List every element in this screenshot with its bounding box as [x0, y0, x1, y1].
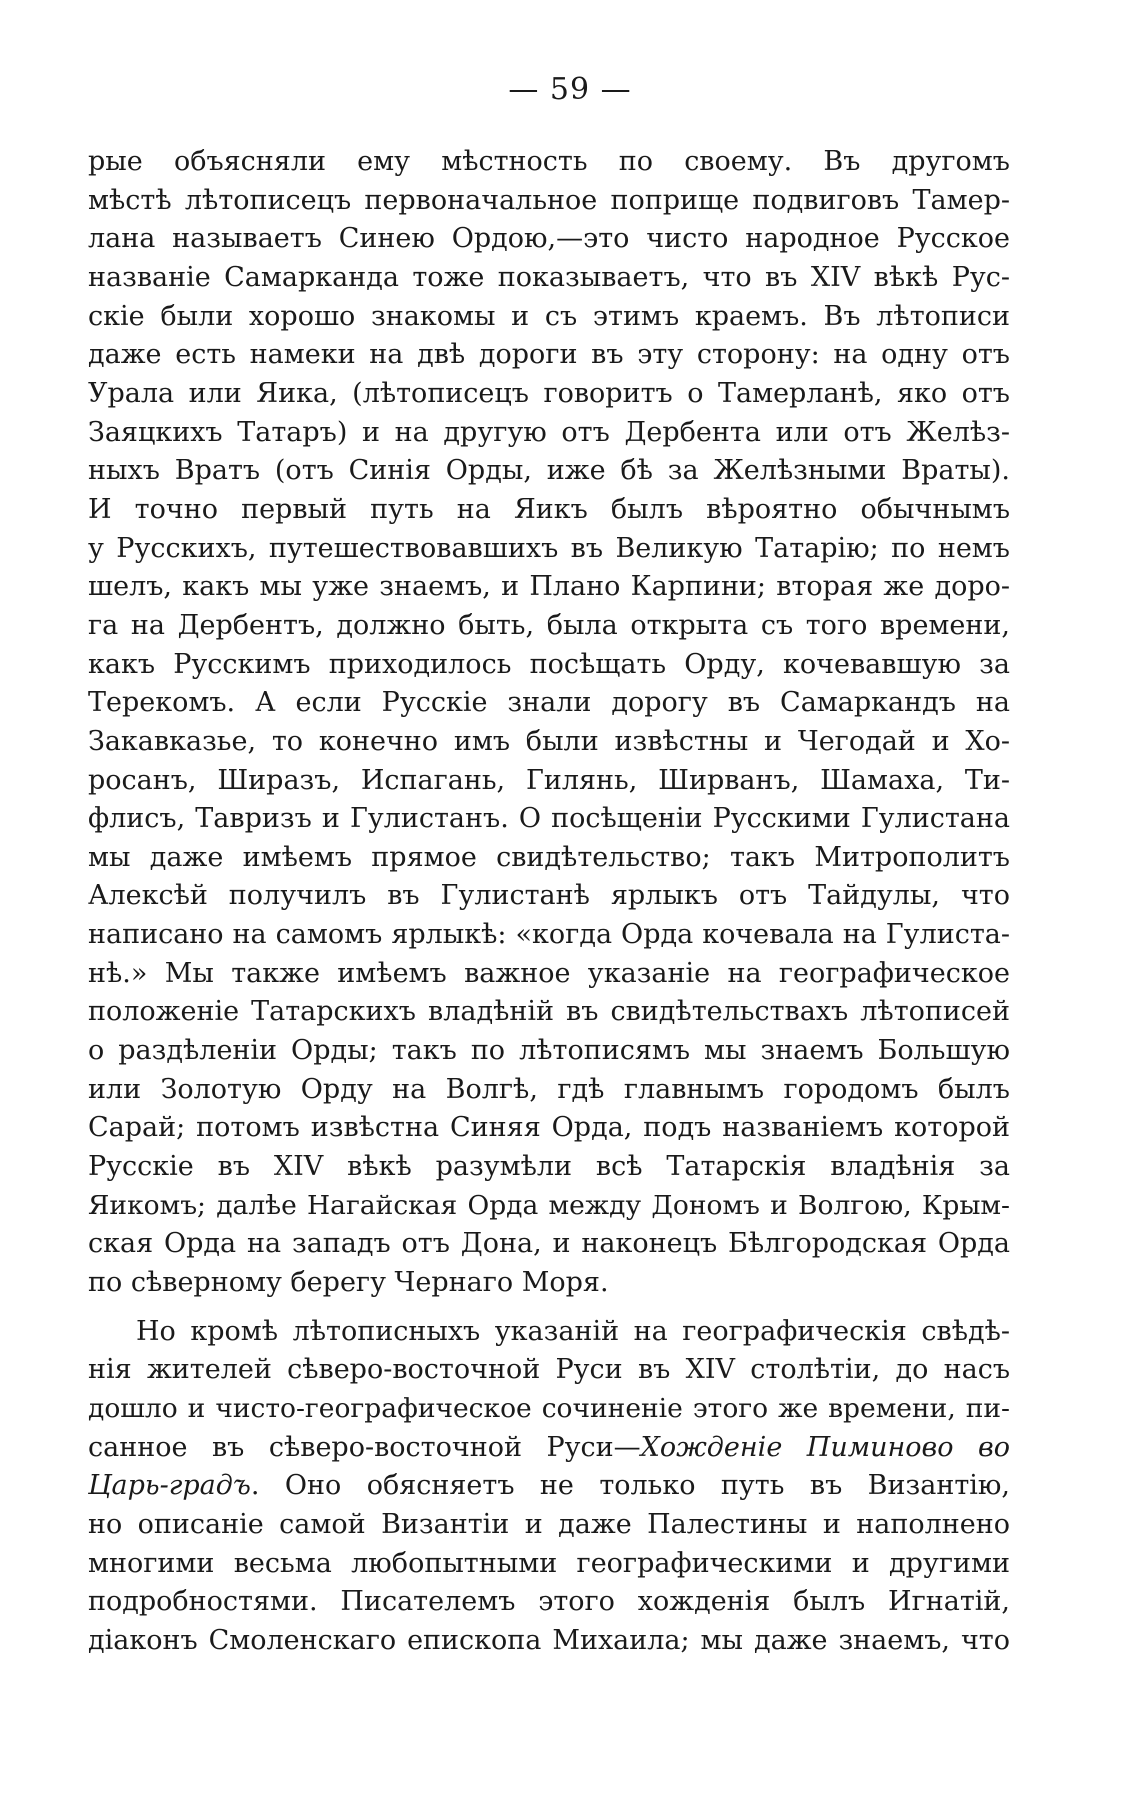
text-line: ская Орда на западъ отъ Дона, и наконецъ Бѣлгородская Орда: [88, 1228, 1010, 1260]
text-line: Урала или Яика, (лѣтописецъ говоритъ о Тамерланѣ, яко отъ: [88, 377, 1010, 409]
text-line: Сарай; потомъ извѣстна Синяя Орда, подъ названіемъ которой: [88, 1112, 1010, 1144]
text-line: какъ Русскимъ приходилось посѣщать Орду, кочевавшую за: [88, 648, 1010, 680]
paragraph-1: [88, 143, 1010, 1303]
text-line: Но кромѣ лѣтописныхъ указаній на географическія свѣдѣ-: [136, 1315, 1010, 1347]
text-line: по сѣверному берегу Чернаго Моря.: [88, 1267, 609, 1299]
text-line: И точно первый путь на Яикъ былъ вѣроятно обычнымъ: [88, 493, 1010, 525]
text-line: скіе были хорошо знакомы и съ этимъ краемъ. Въ лѣтописи: [88, 300, 1010, 332]
paragraph-2: [88, 1313, 1010, 1661]
text-line: у Русскихъ, путешествовавшихъ въ Великую Татарію; по немъ: [88, 532, 1010, 564]
text-line: многими весьма любопытными географическими и другими: [88, 1547, 1010, 1579]
text-line: но описаніе самой Византіи и даже Палестины и наполнено: [88, 1508, 1010, 1540]
text-line: ныхъ Вратъ (отъ Синія Орды, иже бѣ за Желѣзными Враты).: [88, 455, 1010, 487]
text-line: Алексѣй получилъ въ Гулистанѣ ярлыкъ отъ Тайдулы, что: [88, 880, 1010, 912]
text-line: Заяцкихъ Татаръ) и на другую отъ Дербента или отъ Желѣз-: [88, 416, 1010, 448]
text-line: флисъ, Тавризъ и Гулистанъ. О посѣщеніи Русскими Гулистана: [88, 803, 1010, 835]
text-line: рые объясняли ему мѣстность по своему. Въ другомъ: [88, 146, 1010, 177]
text-line: росанъ, Ширазъ, Испагань, Гилянь, Ширванъ, Шамаха, Ти-: [88, 764, 1010, 796]
text-line: написано на самомъ ярлыкѣ: «когда Орда кочевала на Гулиста-: [88, 919, 1010, 951]
text-line-with-title: [88, 1429, 1010, 1468]
text-line: Русскіе въ XIV вѣкѣ разумѣли всѣ Татарскія владѣнія за: [88, 1151, 1010, 1183]
text-line: мы даже имѣемъ прямое свидѣтельство; такъ Митрополитъ: [88, 841, 1010, 873]
body-text: [88, 143, 1010, 1661]
text-line: шелъ, какъ мы уже знаемъ, и Плано Карпини; вторая же доро-: [88, 571, 1010, 603]
text-line: подробностями. Писателемъ этого хожденія былъ Игнатій,: [88, 1586, 1010, 1618]
text-line: нѣ.» Мы также имѣемъ важное указаніе на географическое: [88, 957, 1010, 989]
text-line: га на Дербентъ, должно быть, была открыта съ того времени,: [88, 609, 1010, 641]
text-line: положеніе Татарскихъ владѣній въ свидѣтельствахъ лѣтописей: [88, 996, 1010, 1028]
text-line: названіе Самарканда тоже показываетъ, что въ XIV вѣкѣ Рус-: [88, 261, 1010, 293]
text-line: мѣстѣ лѣтописецъ первоначальное поприще подвиговъ Тамер-: [88, 184, 1010, 216]
text-fragment: . Оно обясняетъ не только путь въ Византію,: [250, 1470, 1010, 1502]
text-line: Терекомъ. А если Русскіе знали дорогу въ Самаркандъ на: [88, 687, 1010, 719]
text-fragment: санное въ сѣверо-восточной Руси—: [88, 1431, 641, 1463]
text-line: лана называетъ Синею Ордою,—это чисто народное Русское: [88, 223, 1010, 255]
page-number: — 59 —: [508, 72, 632, 107]
text-line: нія жителей сѣверо-восточной Руси въ XIV столѣтіи, до насъ: [88, 1354, 1010, 1386]
text-line: о раздѣленіи Орды; такъ по лѣтописямъ мы знаемъ Большую: [88, 1035, 1010, 1067]
text-line-with-title: [88, 1467, 1010, 1506]
paragraph-gap: [88, 1303, 1010, 1313]
text-line: даже есть намеки на двѣ дороги въ эту сторону: на одну отъ: [88, 339, 1010, 371]
text-line: или Золотую Орду на Волгѣ, гдѣ главнымъ городомъ былъ: [88, 1073, 1010, 1105]
text-line: діаконъ Смоленскаго епископа Михаила; мы даже знаемъ, что: [88, 1624, 1010, 1656]
text-line: Закавказье, то конечно имъ были извѣстны и Чегодай и Хо-: [88, 725, 1010, 757]
work-title-italic: Хожденіе Пиминово во: [640, 1431, 1011, 1463]
text-line: Яикомъ; далѣе Нагайская Орда между Дономъ и Волгою, Крым-: [88, 1189, 1010, 1221]
work-title-italic-cont: Царь-градъ: [88, 1470, 251, 1502]
text-line: дошло и чисто-географическое сочиненіе этого же времени, пи-: [88, 1393, 1010, 1424]
